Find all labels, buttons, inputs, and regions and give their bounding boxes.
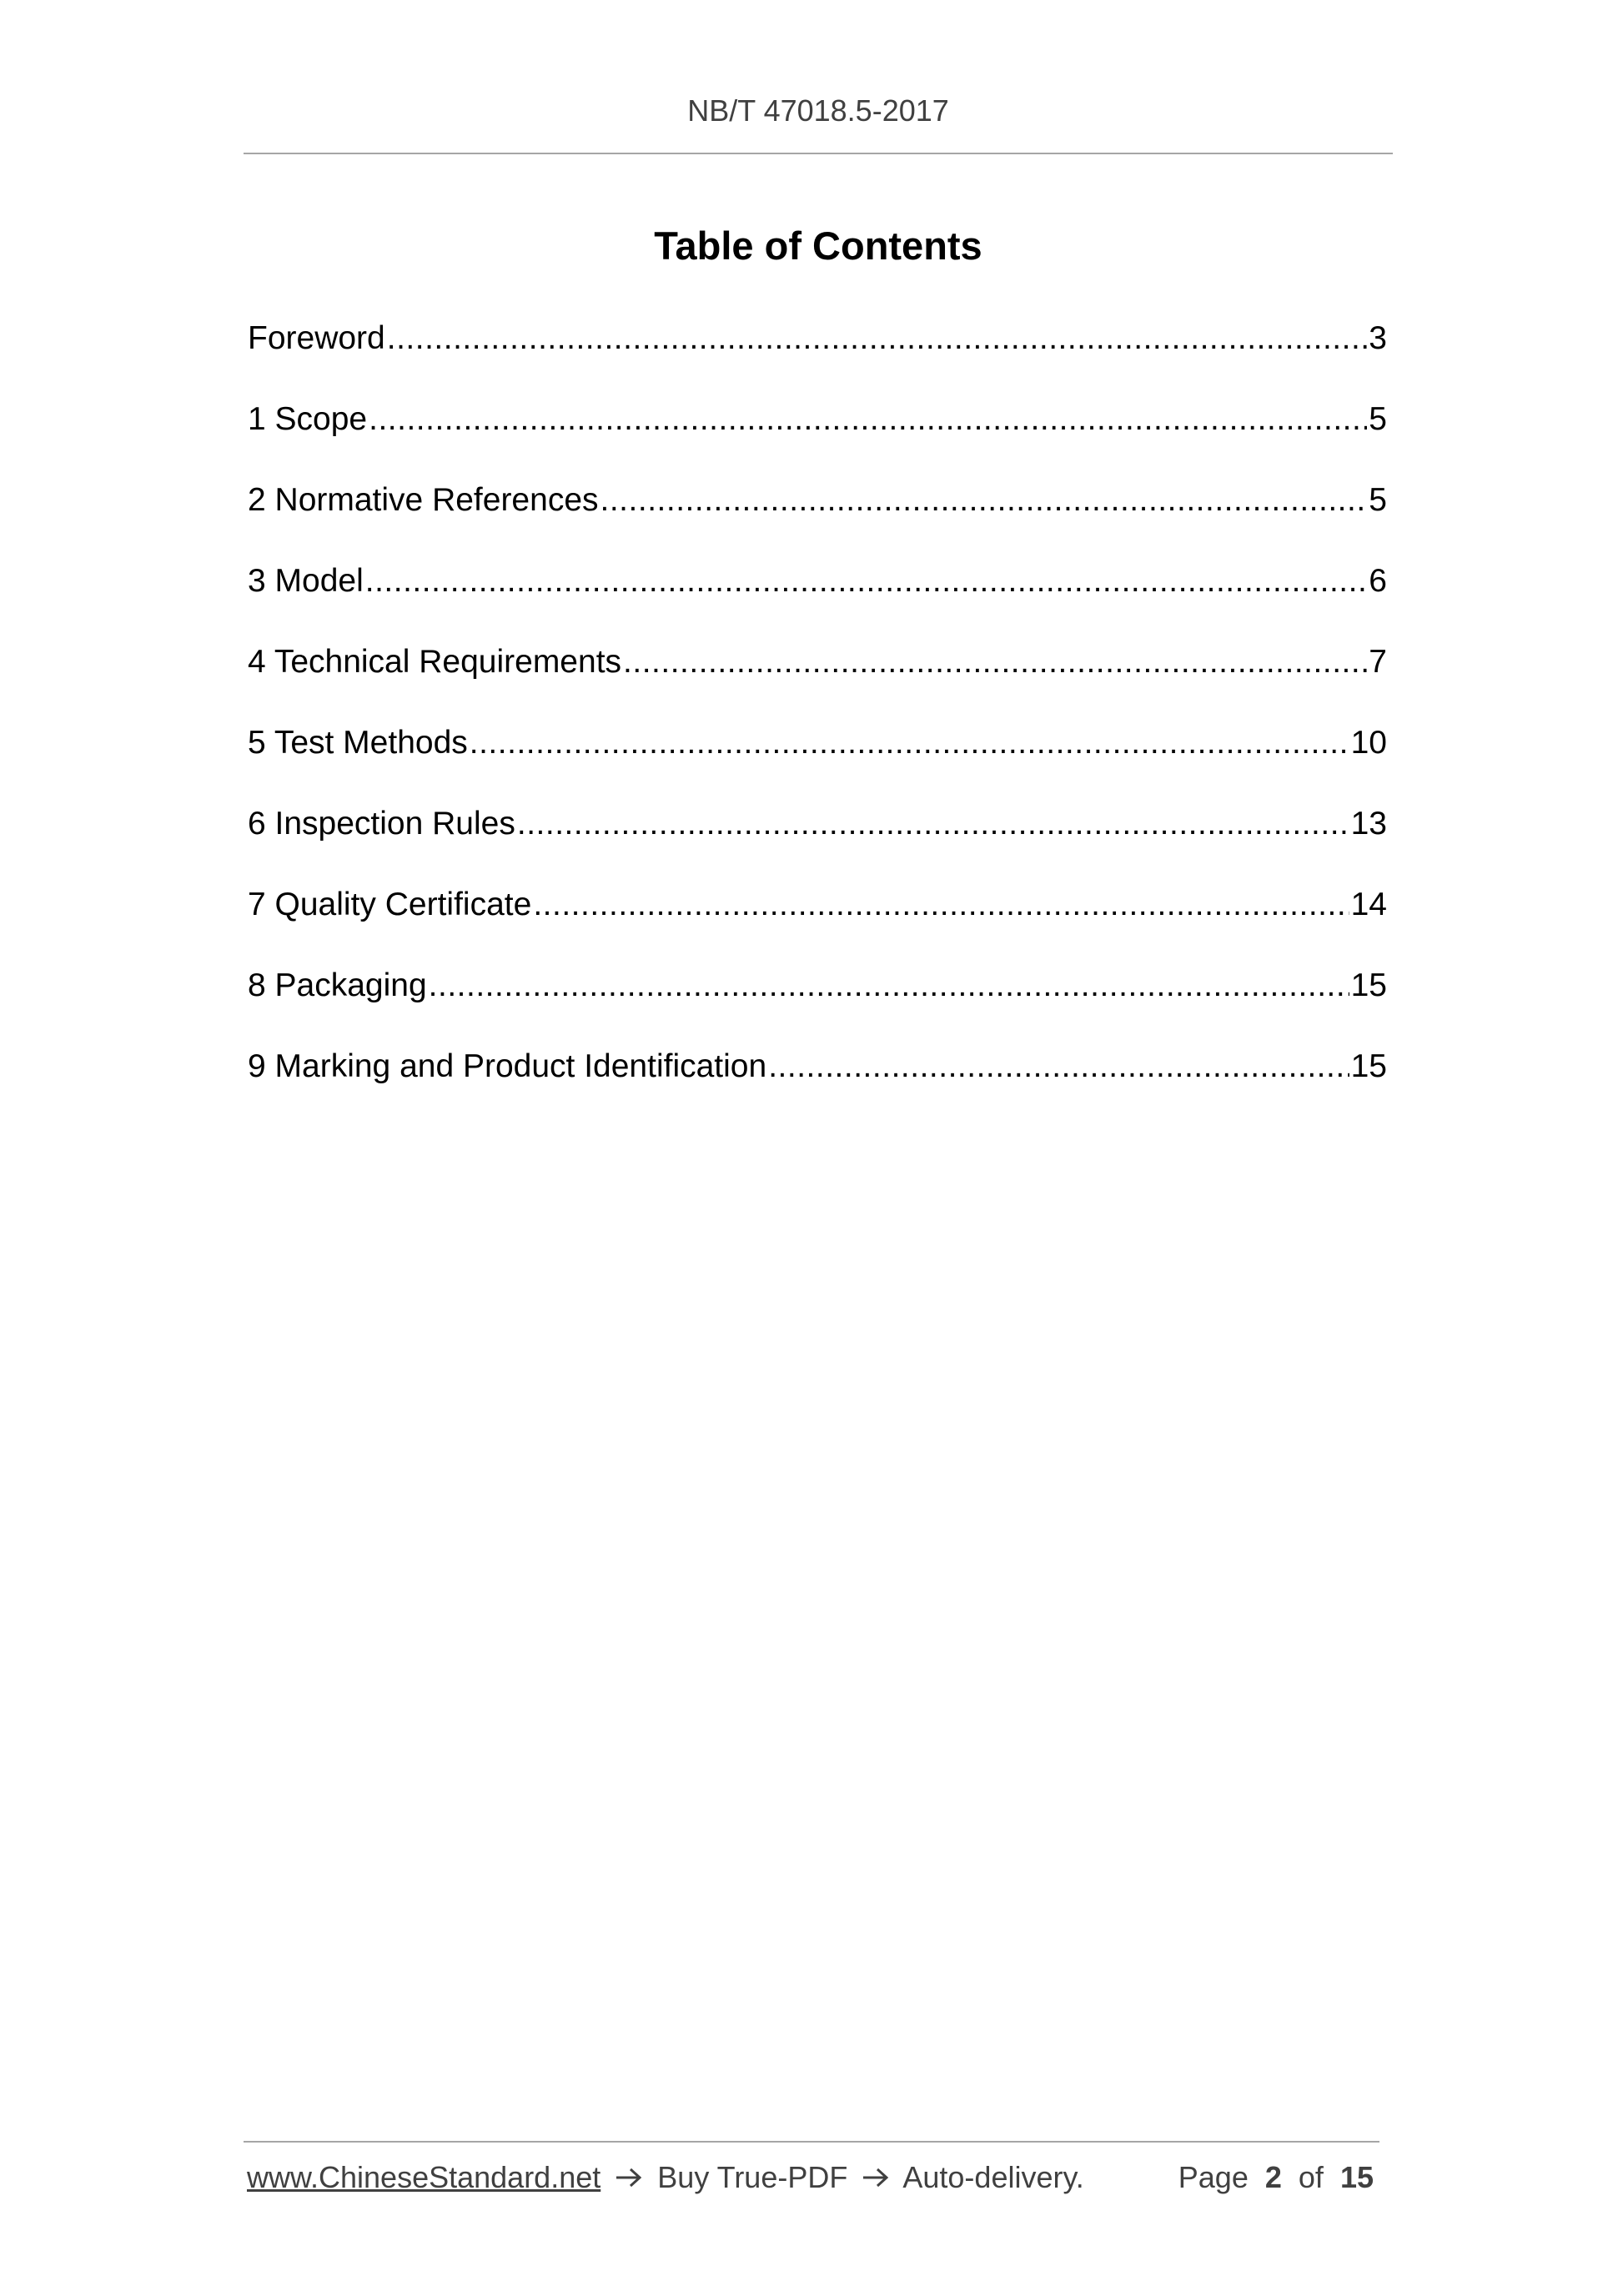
toc-title: Table of Contents: [654, 224, 982, 268]
toc-entry-page[interactable]: 6: [1369, 563, 1387, 599]
toc-entry-label[interactable]: 1 Scope: [248, 401, 368, 437]
toc-entry-label[interactable]: 5 Test Methods: [248, 725, 468, 761]
total-pages-number: 15: [1339, 2160, 1374, 2194]
toc-entry-label[interactable]: Foreword: [248, 320, 385, 356]
auto-delivery-text: Auto-delivery.: [902, 2160, 1084, 2194]
header-divider: [244, 153, 1393, 154]
toc-entry-label[interactable]: 9 Marking and Product Identification: [248, 1048, 767, 1084]
toc-entry-model[interactable]: [248, 558, 1387, 639]
right-arrow-icon: [614, 2165, 644, 2190]
current-page-number: 2: [1264, 2160, 1282, 2194]
toc-entry-packaging[interactable]: [248, 962, 1387, 1043]
toc-entry-label[interactable]: 2 Normative References: [248, 482, 599, 518]
toc-entry-page[interactable]: 5: [1369, 401, 1387, 437]
toc-entry-page[interactable]: 5: [1369, 482, 1387, 518]
toc-entry-label[interactable]: 8 Packaging: [248, 967, 427, 1003]
toc-dot-leader: [600, 477, 1368, 524]
toc-entry-quality-certificate[interactable]: [248, 882, 1387, 962]
toc-dot-leader: [387, 315, 1368, 362]
toc-entry-scope[interactable]: [248, 396, 1387, 477]
toc-entry-normative-references[interactable]: [248, 477, 1387, 558]
toc-dot-leader: [768, 1043, 1349, 1090]
chinesestandard-link[interactable]: www.ChineseStandard.net: [247, 2160, 601, 2194]
toc-dot-leader: [429, 962, 1349, 1009]
toc-entry-technical-requirements[interactable]: [248, 639, 1387, 720]
footer-divider: [244, 2141, 1379, 2143]
toc-entry-page[interactable]: 15: [1350, 967, 1387, 1003]
toc-entry-label[interactable]: 6 Inspection Rules: [248, 806, 515, 842]
toc-dot-leader: [533, 882, 1349, 928]
toc-entry-marking-and-product-identification[interactable]: [248, 1043, 1387, 1124]
toc-entry-page[interactable]: 15: [1350, 1048, 1387, 1084]
toc-entry-page[interactable]: 13: [1350, 806, 1387, 842]
toc-entry-label[interactable]: 3 Model: [248, 563, 364, 599]
page-word: Page: [1178, 2160, 1249, 2194]
toc-entry-page[interactable]: 10: [1350, 725, 1387, 761]
toc-dot-leader: [365, 558, 1368, 605]
toc-entry-inspection-rules[interactable]: [248, 801, 1387, 882]
buy-true-pdf-text: Buy True-PDF: [657, 2160, 848, 2194]
toc-entry-page[interactable]: 14: [1350, 887, 1387, 922]
of-word: of: [1298, 2160, 1324, 2194]
table-of-contents: [248, 315, 1387, 1124]
page-indicator: [1178, 2160, 1374, 2195]
toc-entry-page[interactable]: 3: [1369, 320, 1387, 356]
right-arrow-icon: [861, 2165, 891, 2190]
toc-dot-leader: [517, 801, 1349, 847]
toc-entry-label[interactable]: 4 Technical Requirements: [248, 644, 622, 680]
toc-entry-page[interactable]: 7: [1369, 644, 1387, 680]
document-header: NB/T 47018.5-2017: [687, 93, 949, 128]
toc-dot-leader: [623, 639, 1367, 686]
toc-entry-foreword[interactable]: [248, 315, 1387, 396]
toc-dot-leader: [470, 720, 1349, 766]
toc-entry-label[interactable]: 7 Quality Certificate: [248, 887, 532, 922]
toc-entry-test-methods[interactable]: [248, 720, 1387, 801]
toc-dot-leader: [369, 396, 1367, 443]
document-footer: [247, 2160, 1379, 2195]
